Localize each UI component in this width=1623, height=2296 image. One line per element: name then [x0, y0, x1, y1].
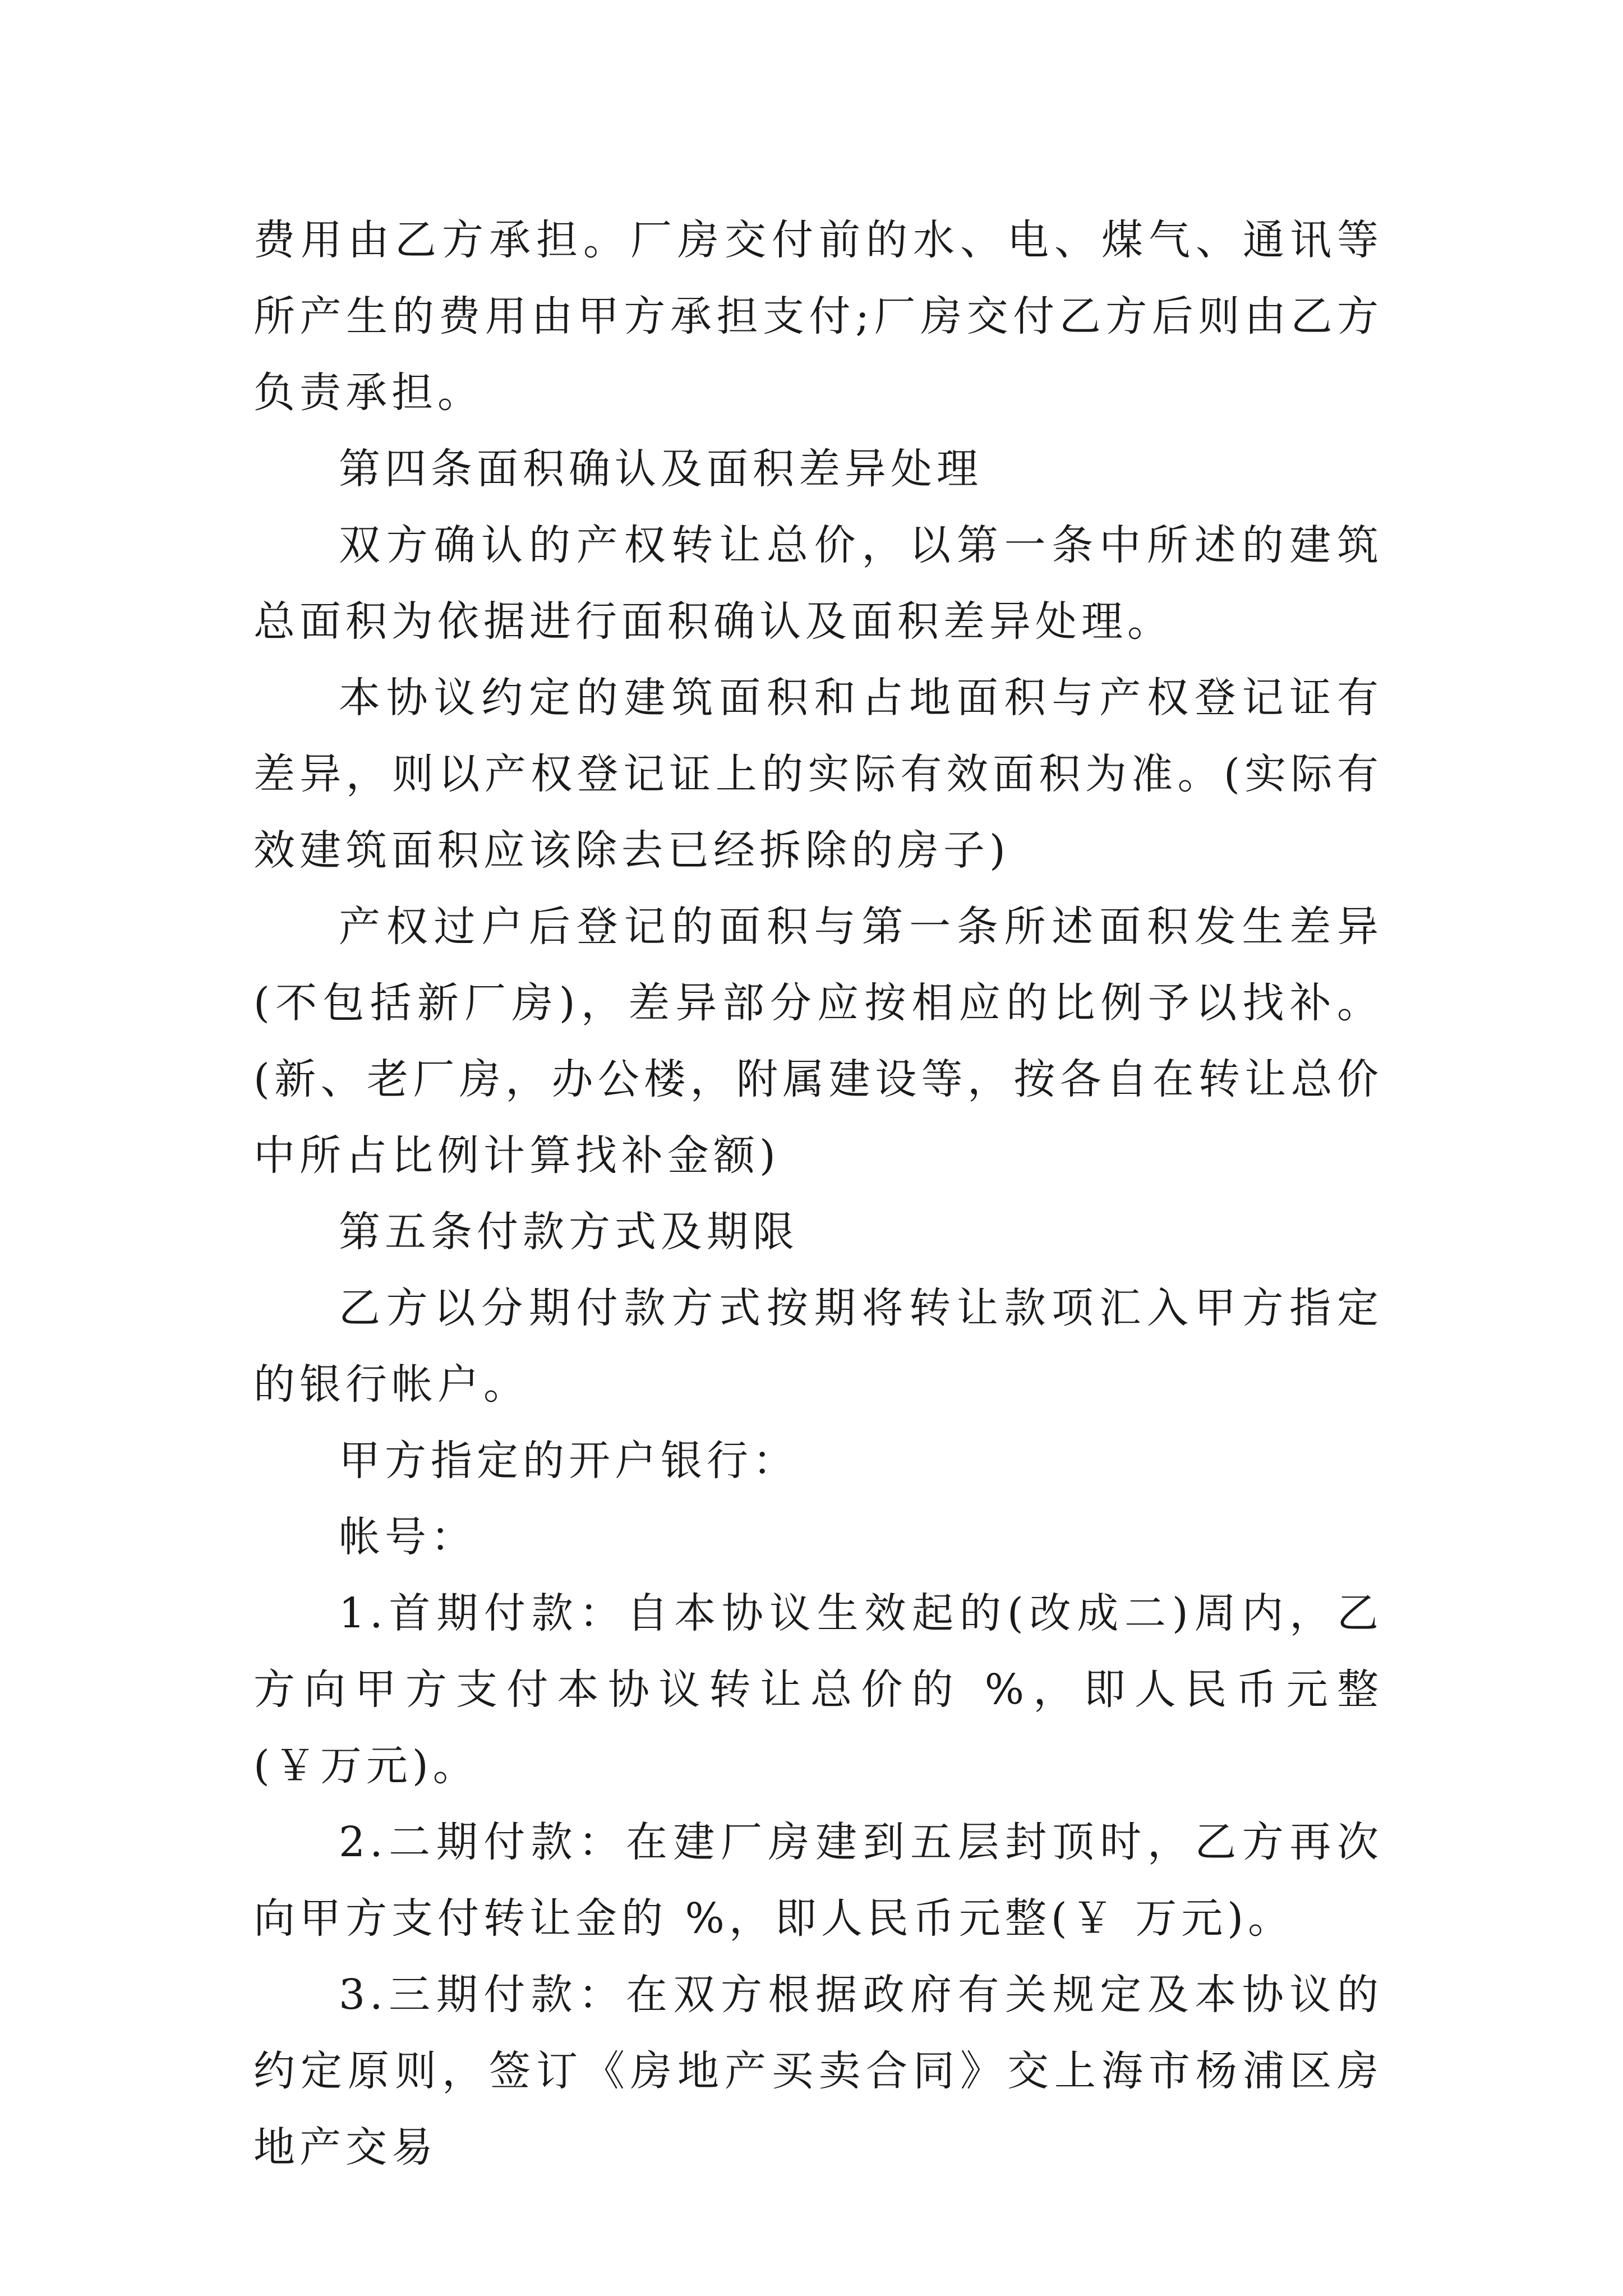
paragraph: 双方确认的产权转让总价，以第一条中所述的建筑总面积为依据进行面积确认及面积差异处理。	[253, 521, 1383, 646]
payment-item-1: 1.首期付款：自本协议生效起的(改成二)周内，乙方向甲方支付本协议转让总价的 %，即人民币元整(￥万元)。	[253, 1589, 1383, 1790]
bank-name-line: 甲方指定的开户银行：	[339, 1437, 799, 1485]
paragraph: 产权过户后登记的面积与第一条所述面积发生差异(不包括新厂房)，差异部分应按相应的比例予以找补。(新、老厂房，办公楼，附属建设等，按各自在转让总价中所占比例计算找补金额)	[253, 903, 1383, 1180]
paragraph: 本协议约定的建筑面积和占地面积与产权登记证有差异，则以产权登记证上的实际有效面积为准。(实际有效建筑面积应该除去已经拆除的房子)	[253, 674, 1383, 875]
document-body	[253, 202, 1383, 2185]
payment-item-3: 3.三期付款：在双方根据政府有关规定及本协议的约定原则，签订《房地产买卖合同》交上海市杨浦区房地产交易	[253, 1971, 1383, 2171]
section-heading-article-4: 第四条面积确认及面积差异处理	[339, 445, 983, 493]
account-number-line: 帐号：	[339, 1513, 477, 1561]
payment-item-2: 2.二期付款：在建厂房建到五层封顶时，乙方再次向甲方支付转让金的 %，即人民币元整(￥ 万元)。	[253, 1818, 1383, 1943]
paragraph: 乙方以分期付款方式按期将转让款项汇入甲方指定的银行帐户。	[253, 1284, 1383, 1409]
paragraph-continuation: 费用由乙方承担。厂房交付前的水、电、煤气、通讯等所产生的费用由甲方承担支付;厂房交付乙方后则由乙方负责承担。	[253, 216, 1383, 417]
section-heading-article-5: 第五条付款方式及期限	[339, 1208, 799, 1256]
